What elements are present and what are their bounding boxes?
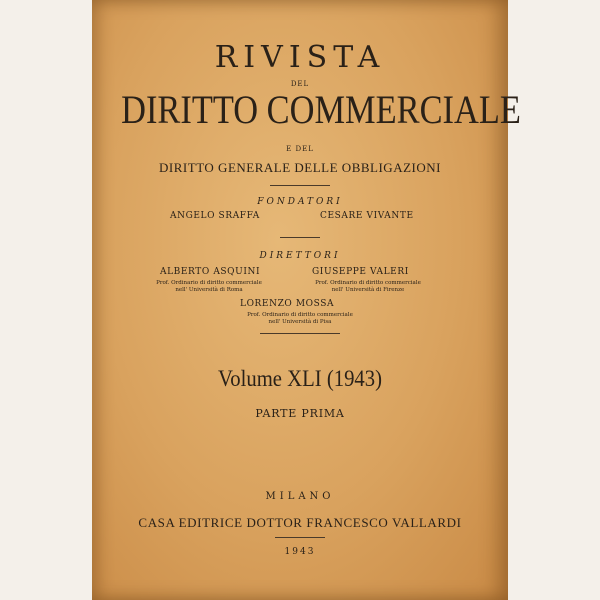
- publisher-name: CASA EDITRICE DOTTOR FRANCESCO VALLARDI: [138, 515, 462, 530]
- director-note: Prof. Ordinario di diritto commerciale nell' Università di Roma: [156, 280, 262, 293]
- founder-name: ANGELO SRAFFA: [170, 211, 260, 221]
- fondatori-label: FONDATORI: [257, 197, 343, 207]
- publication-year: 1943: [284, 547, 316, 557]
- director-note: Prof. Ordinario di diritto commerciale nell' Università di Firenze: [315, 280, 421, 293]
- volume-title: Volume XLI (1943): [217, 366, 383, 391]
- publication-city: MILANO: [265, 491, 335, 502]
- divider-rule: [275, 537, 325, 538]
- direttori-label: DIRETTORI: [259, 251, 341, 261]
- subtitle: DIRITTO GENERALE DELLE OBBLIGAZIONI: [159, 160, 441, 175]
- director-name: ALBERTO ASQUINI: [160, 267, 261, 277]
- director-note: Prof. Ordinario di diritto commerciale nell' Università di Pisa: [247, 312, 353, 325]
- director-name: GIUSEPPE VALERI: [312, 267, 409, 277]
- part-label: PARTE PRIMA: [255, 407, 345, 420]
- connector-e-del: E DEL: [286, 145, 314, 153]
- journal-word: RIVISTA: [214, 40, 386, 75]
- main-title: DIRITTO COMMERCIALE: [121, 87, 521, 132]
- title-page: [92, 0, 521, 600]
- founder-name: CESARE VIVANTE: [320, 211, 414, 221]
- divider-rule: [260, 333, 340, 334]
- connector-del: DEL: [290, 80, 310, 88]
- divider-rule: [280, 237, 320, 238]
- director-name: LORENZO MOSSA: [240, 299, 335, 309]
- divider-rule: [270, 185, 330, 186]
